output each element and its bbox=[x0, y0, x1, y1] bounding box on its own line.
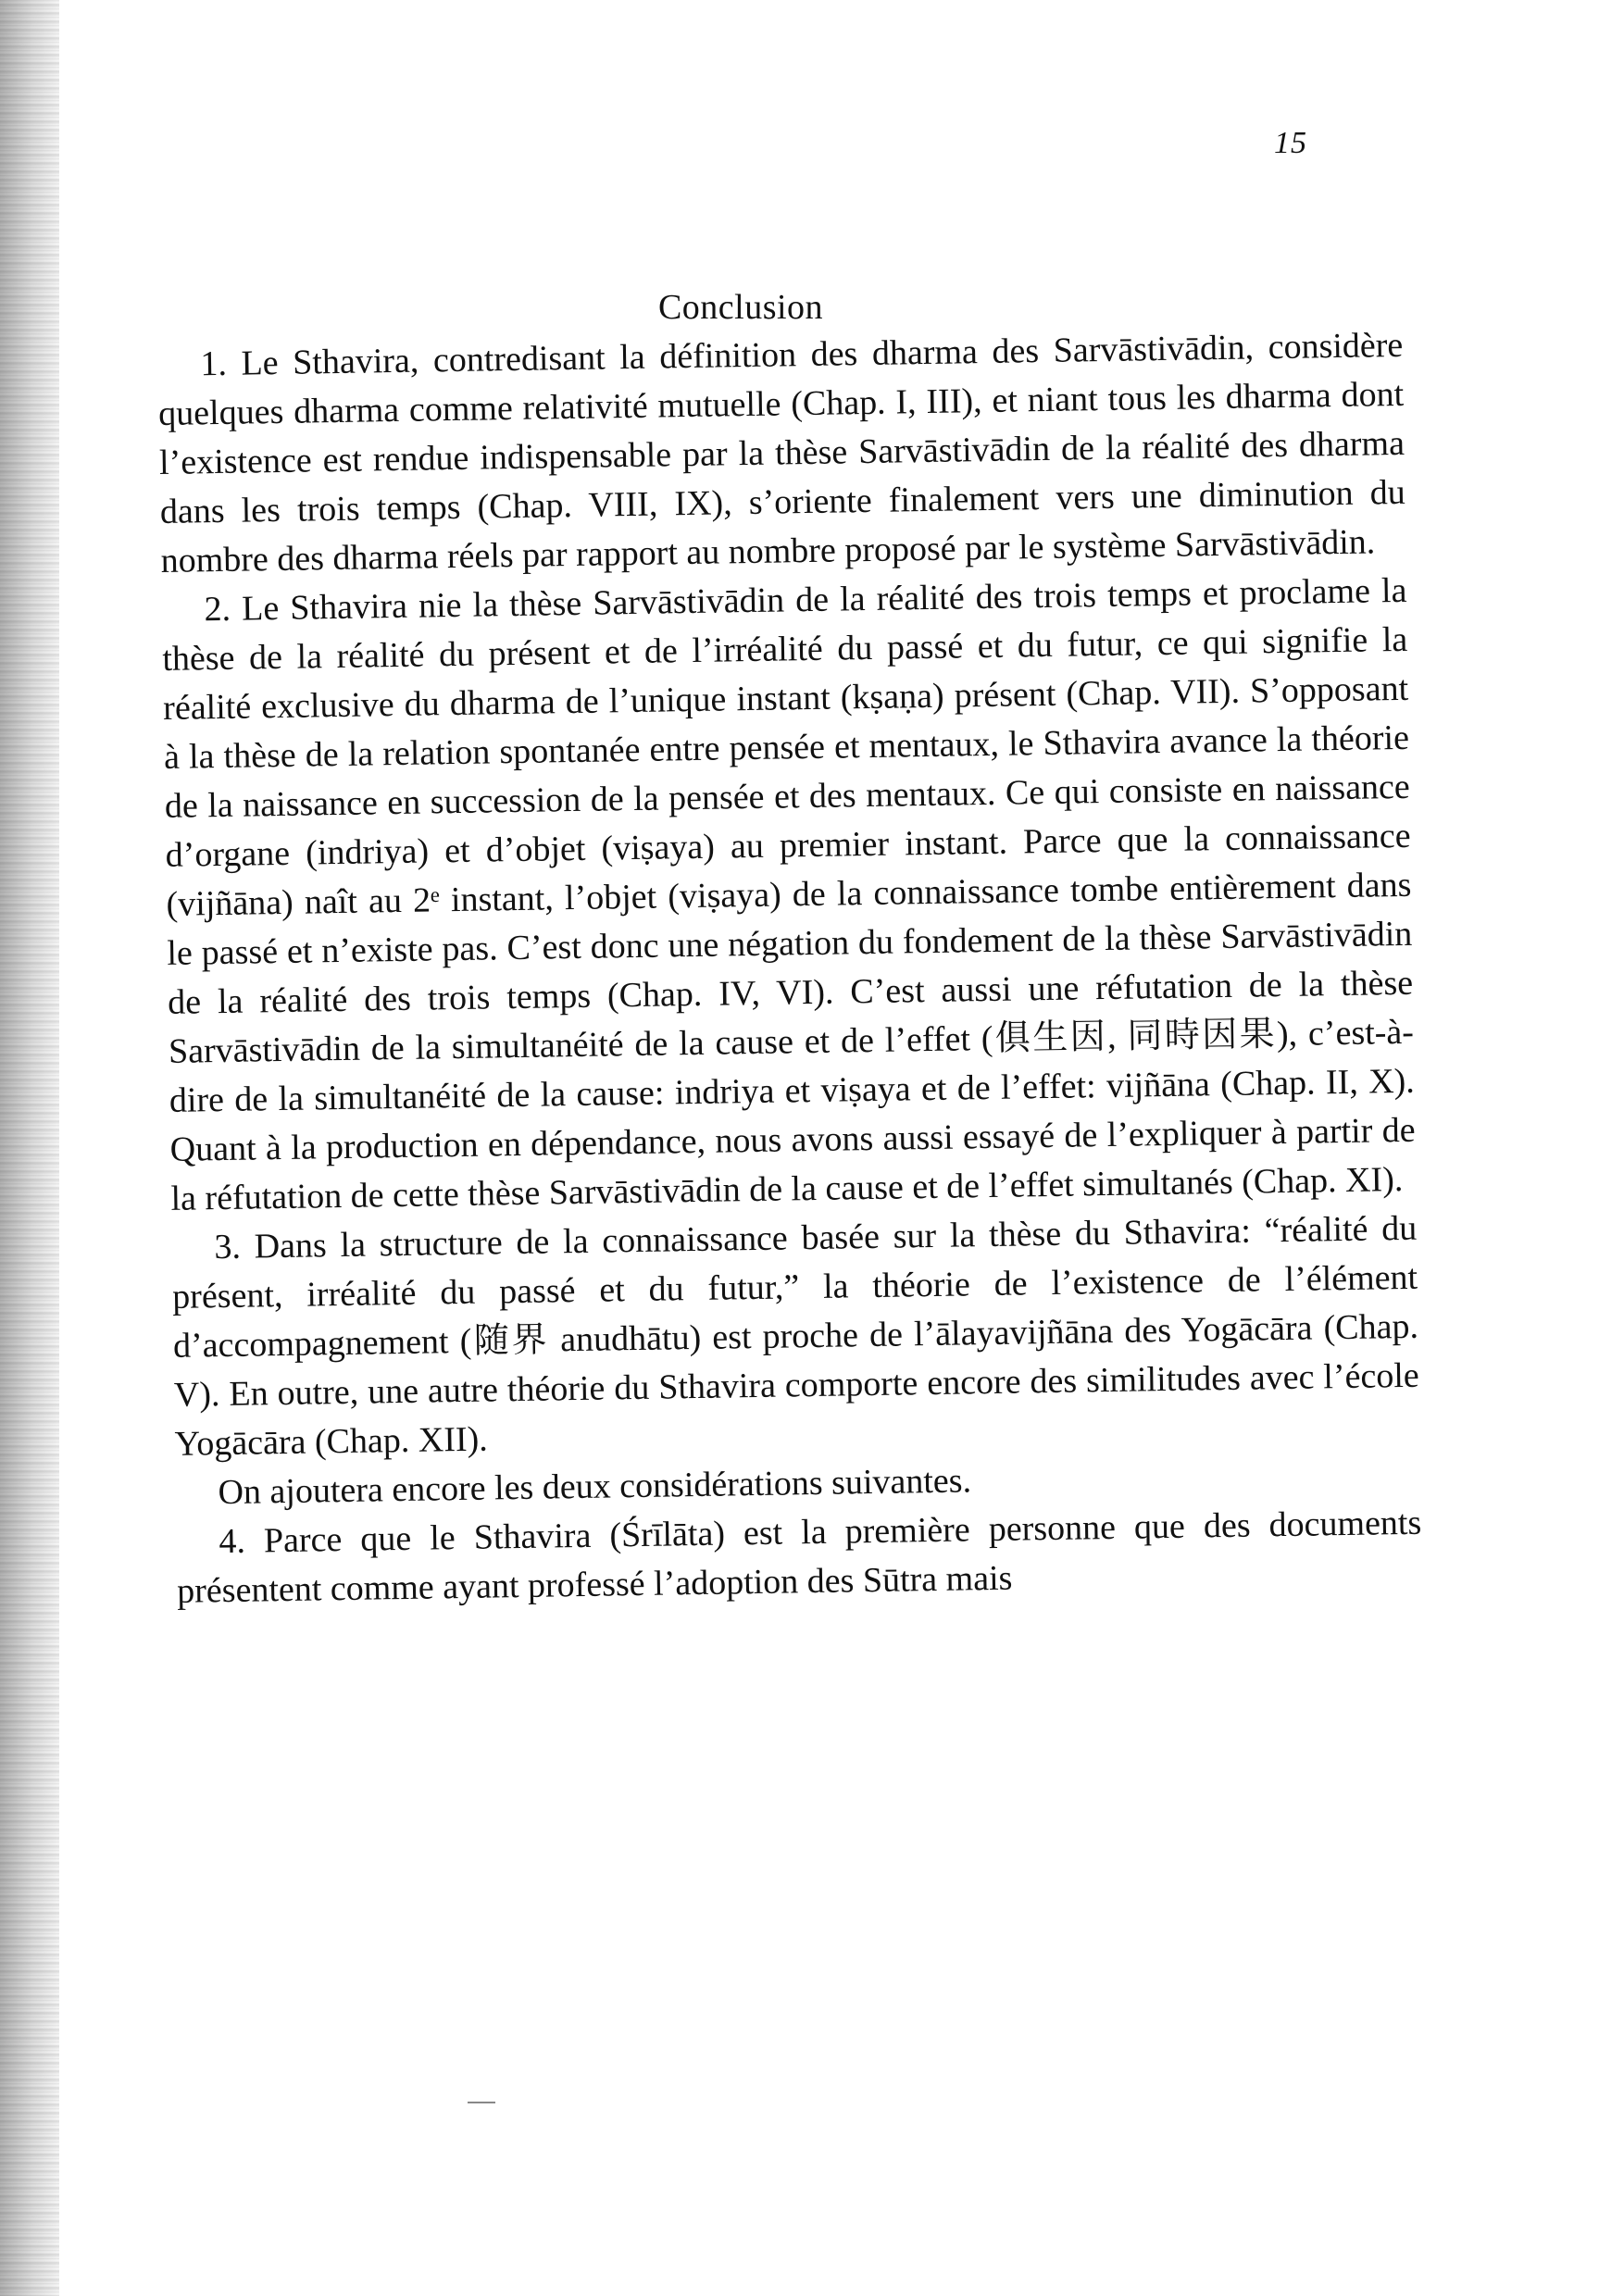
body-text bbox=[157, 321, 1422, 1616]
footer-mark bbox=[468, 2102, 495, 2103]
page-number: 15 bbox=[1274, 126, 1307, 160]
scan-edge-shadow bbox=[0, 0, 59, 2296]
paragraph-3: 3. Dans la structure de la connaissance basée sur la thèse du Sthavira: “réalité du présent, irréalité du passé et du futur,” la théorie de l’existence de l’élément d’accompagnement (随界 anudhātu) est proche de l’ālayavijñāna des Yogācāra (Chap. V). En outre, une autre théorie du Sthavira comporte encore des similitudes avec l’école Yogācāra (Chap. XII). bbox=[171, 1208, 1420, 1464]
paragraph-1: 1. Le Sthavira, contredisant la définition des dharma des Sarvāstivādin, considère quelques dharma comme relativité mutuelle (Chap. I, III), et niant tous les dharma dont l’existence est rendue indispensable par la thèse Sarvāstivādin de la réalité des dharma dans les trois temps (Chap. VIII, IX), s’oriente finalement vers une diminution du nombre des dharma réels par rapport au nombre proposé par le système Sarvāstivādin. bbox=[157, 325, 1406, 580]
page-title: Conclusion bbox=[657, 288, 824, 327]
paragraph-2: 2. Le Sthavira nie la thèse Sarvāstivādin de la réalité des trois temps et proclame la thèse de la réalité du présent et de l’irréalité du passé et du futur, ce qui signifie la réalité exclusive du dharma de l’unique instant (kṣaṇa) présent (Chap. VII). S’opposant à la thèse de la relation spontanée entre pensée et mentaux, le Sthavira avance la théorie de la naissance en succession de la pensée et des mentaux. Ce qui consiste en naissance d’organe (indriya) et d’objet (viṣaya) au premier instant. Parce que la connaissance (vijñāna) naît au 2ᵉ instant, l’objet (viṣaya) de la connaissance tombe entièrement dans le passé et n’existe pas. C’est donc une négation du fondement de la thèse Sarvāstivādin de la réalité des trois temps (Chap. IV, VI). C’est aussi une réfutation de la thèse Sarvāstivādin de la simultanéité de la cause et de l’effet (俱生因, 同時因果), c’est-à-dire de la simultanéité de la cause: indriya et viṣaya et de l’effet: vijñāna (Chap. II, X). Quant à la production en dépendance, nous avons aussi essayé de l’expliquer à partir de la réfutation de cette thèse Sarvāstivādin de la cause et de l’effet simultanés (Chap. XI). bbox=[162, 570, 1416, 1218]
paragraph-4: On ajoutera encore les deux considérations suivantes. bbox=[218, 1461, 972, 1513]
paragraph-5: 4. Parce que le Sthavira (Śrīlāta) est la première personne que des documents présentent comme ayant professé l’adoption des Sūtra mais bbox=[176, 1503, 1422, 1611]
